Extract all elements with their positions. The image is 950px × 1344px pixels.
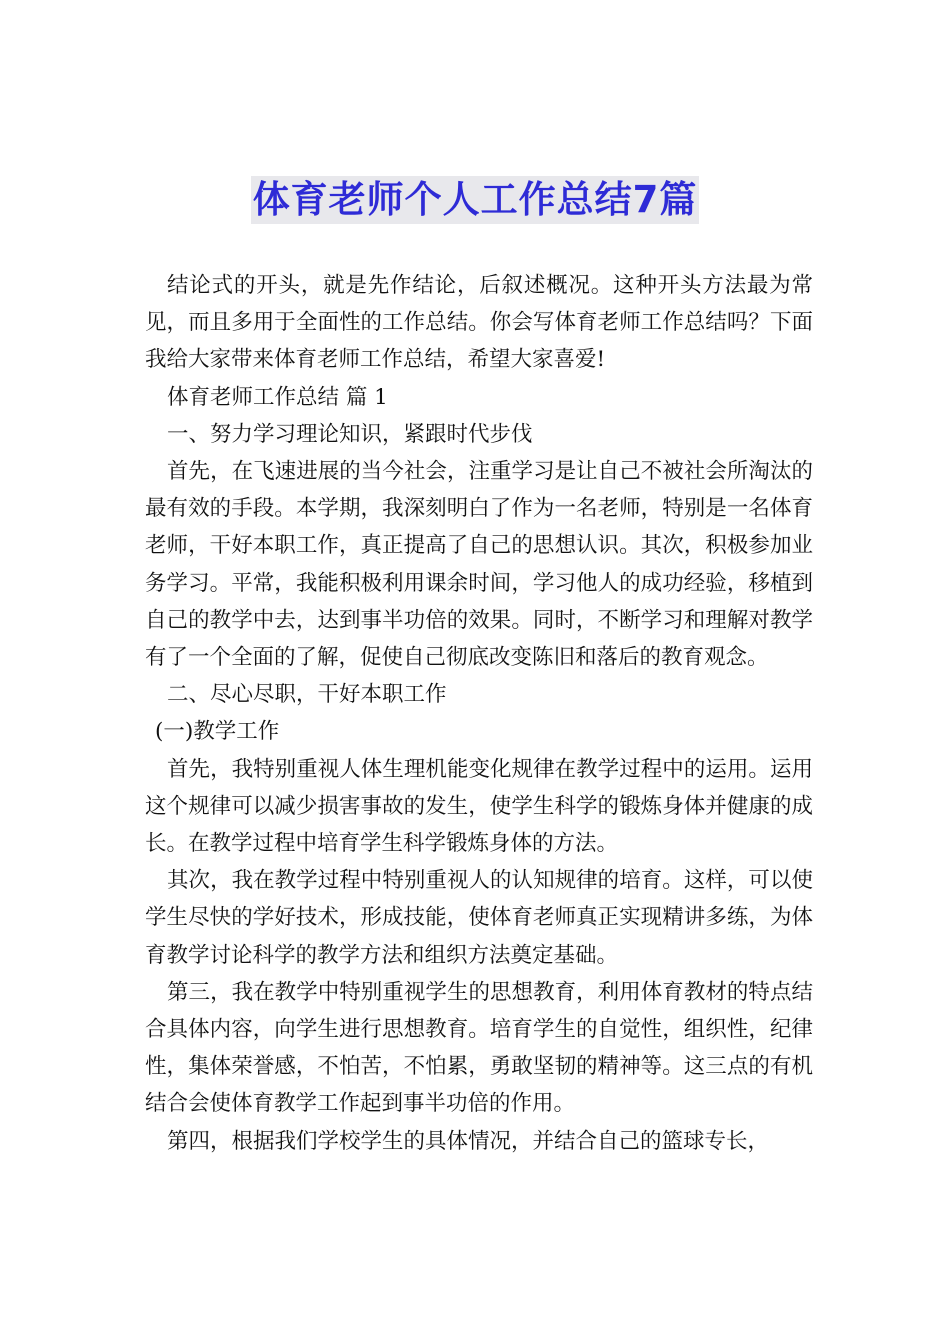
- body-paragraph: 首先，在飞速进展的当今社会，注重学习是让自己不被社会所淘汰的最有效的手段。本学期，我深刻明白了作为一名老师，特别是一名体育老师，干好本职工作，真正提高了自己的思想认识。其次，积极参加业务学习。平常，我能积极利用课余时间，学习他人的成功经验，移植到自己的教学中去，达到事半功倍的效果。同时，不断学习和理解对教学有了一个全面的了解，促使自己彻底改变陈旧和落后的教育观念。: [145, 459, 813, 671]
- document-body: [145, 267, 813, 1160]
- title-container: [0, 176, 950, 224]
- section-title-part-1: 体育老师工作总结 篇 1: [167, 384, 388, 410]
- body-paragraph: 第四，根据我们学校学生的具体情况，并结合自己的篮球专长，: [167, 1128, 770, 1154]
- document-title: 体育老师个人工作总结7篇: [251, 176, 700, 224]
- body-paragraph: 首先，我特别重视人体生理机能变化规律在教学过程中的运用。运用这个规律可以减少损害事故的发生，使学生科学的锻炼身体并健康的成长。在教学过程中培育学生科学锻炼身体的方法。: [145, 756, 813, 857]
- body-paragraph: 其次，我在教学过程中特别重视人的认知规律的培育。这样，可以使学生尽快的学好技术，形成技能，使体育老师真正实现精讲多练，为体育教学讨论科学的教学方法和组织方法奠定基础。: [145, 868, 813, 968]
- intro-paragraph: 结论式的开头，就是先作结论，后叙述概况。这种开头方法最为常见，而且多用于全面性的工作总结。你会写体育老师工作总结吗？下面我给大家带来体育老师工作总结，希望大家喜爱!: [145, 273, 813, 373]
- body-paragraph: 第三，我在教学中特别重视学生的思想教育，利用体育教材的特点结合具体内容，向学生进行思想教育。培育学生的自觉性，组织性，纪律性，集体荣誉感，不怕苦，不怕累，勇敢坚韧的精神等。这三点的有机结合会使体育教学工作起到事半功倍的作用。: [145, 979, 813, 1117]
- subsection-heading: (一)教学工作: [155, 719, 280, 745]
- section-heading-2: 二、尽心尽职，干好本职工作: [167, 682, 447, 708]
- section-heading-1: 一、努力学习理论知识，紧跟时代步伐: [167, 421, 533, 447]
